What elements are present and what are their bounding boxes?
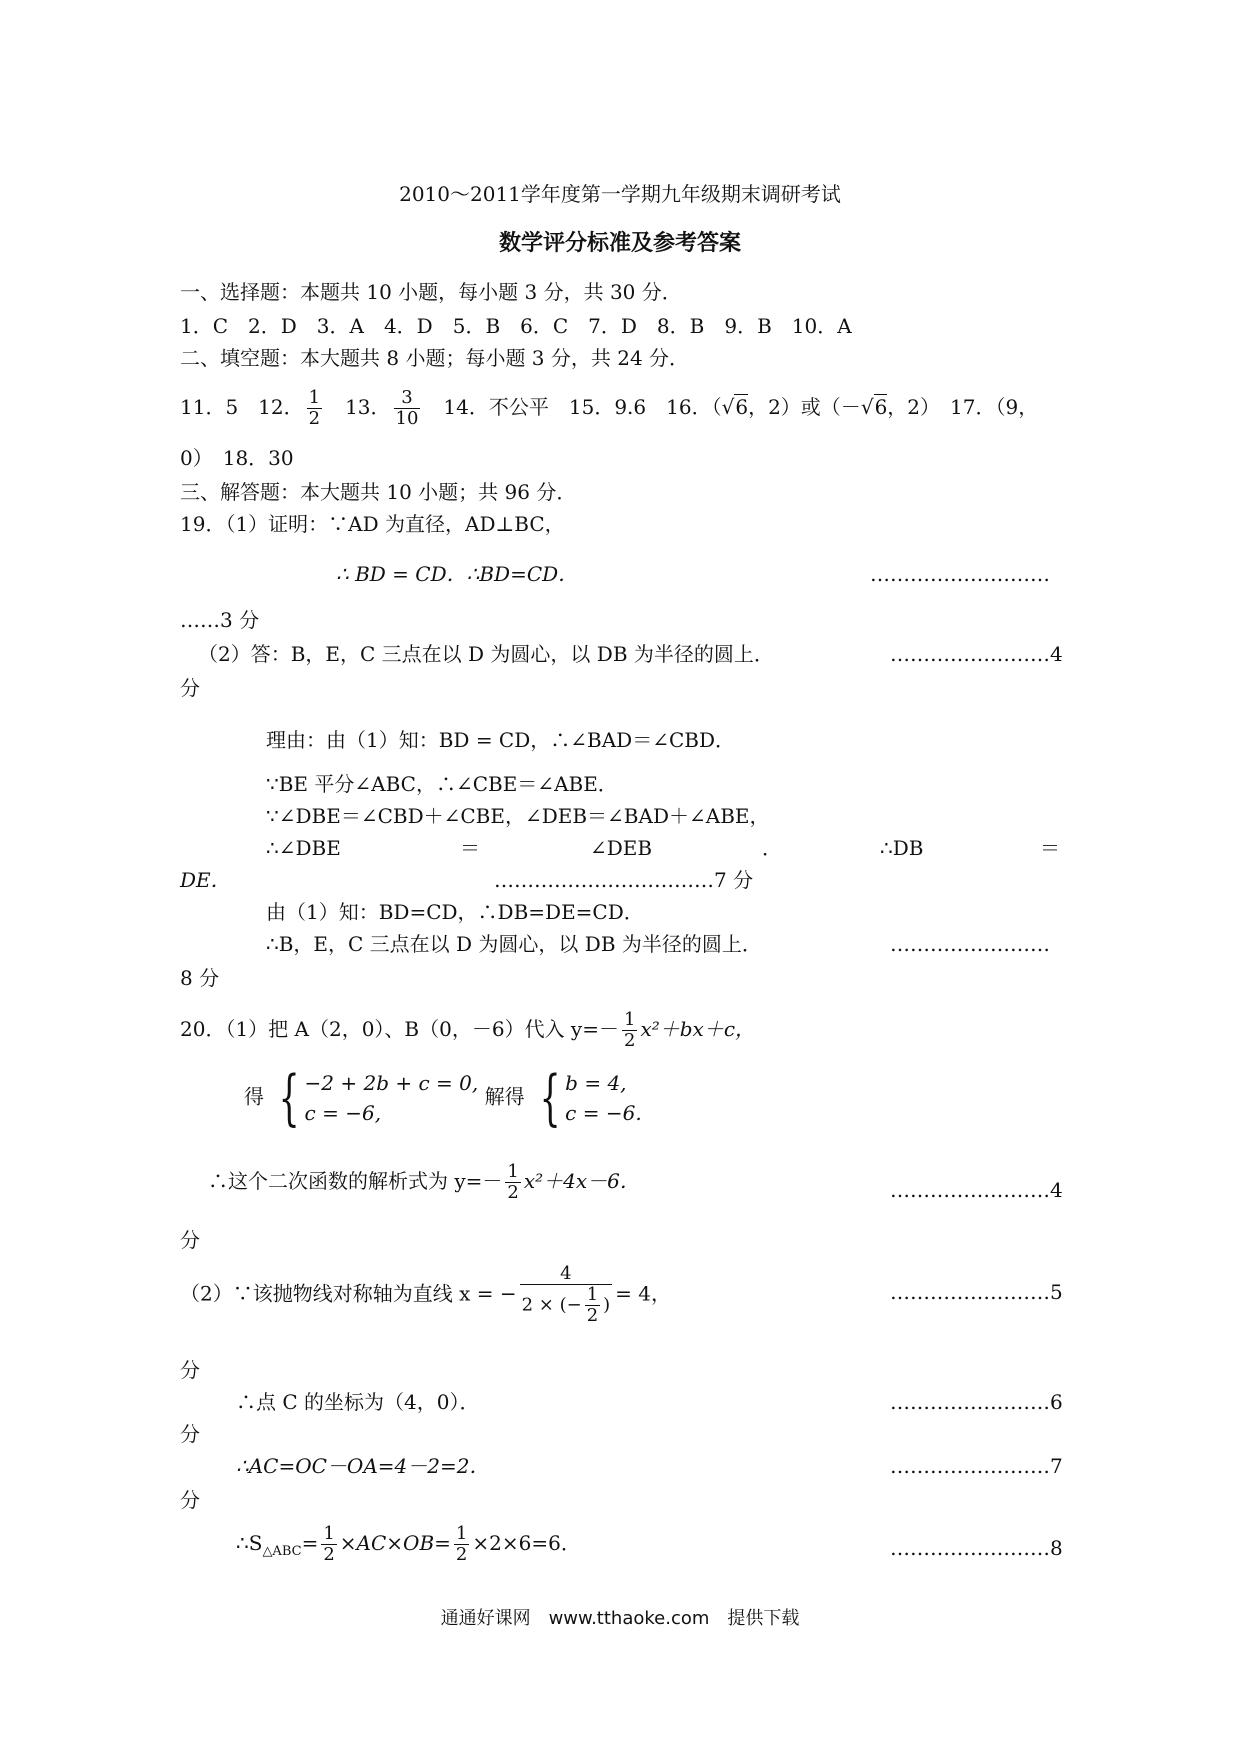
q20-solve-label: 解得 <box>484 1084 525 1109</box>
answer-11-12: 11．5 12． <box>180 395 304 419</box>
q19-line-9a: ∴∠DBE <box>266 836 341 860</box>
answer-13: 13． <box>325 395 391 419</box>
section-2-answers <box>180 388 1038 429</box>
answer-14-16: 14．不公平 15．9.6 16．（ <box>423 395 722 419</box>
q19-score-3: ……3 分 <box>180 608 260 632</box>
fraction: 4 2 × (− $\frac{1}{2}$ ) <box>521 1263 611 1326</box>
q20-score-unit: 分 <box>180 1358 200 1382</box>
q20-line-9: ∴AC=OC－OA=4－2=2． <box>236 1454 490 1478</box>
q20-score-unit: 分 <box>180 1228 200 1252</box>
section-1-answers: 1．C 2．D 3．A 4．D 5．B 6．C 7．D 8．B 9．B 10．A <box>180 314 852 338</box>
sqrt-symbol: √ <box>860 395 874 419</box>
q20-score-unit: 分 <box>180 1422 200 1446</box>
q20-text: 20．（1）把 A（2，0）、B（0，－6）代入 y=－ <box>180 1017 619 1041</box>
section-1-heading: 一、选择题：本题共 10 小题，每小题 3 分，共 30 分． <box>180 280 682 304</box>
q20-text: ×AC×OB= <box>339 1531 451 1555</box>
fraction: $\frac{3}{10}$ <box>395 387 419 429</box>
answer-16-17: ，2） 17．（9， <box>887 395 1039 419</box>
q19-reason: 理由：由（1）知：BD = CD，∴∠BAD＝∠CBD． <box>266 728 735 752</box>
q19-line-9f: ＝ <box>1040 836 1060 860</box>
q19-line-9b: ＝ <box>460 836 480 860</box>
section-2-heading: 二、填空题：本大题共 8 小题；每小题 3 分，共 24 分． <box>180 346 690 370</box>
fraction: $\frac{1}{2}$ <box>623 1009 636 1051</box>
q20-subscript: △ABC <box>262 1544 302 1559</box>
q19-line-1: 19．（1）证明：∵AD 为直径，AD⊥BC， <box>180 512 565 536</box>
equation-system: { −2 + 2b + c = 0, c = −6, <box>278 1063 479 1133</box>
q20-line-7: ∴点 C 的坐标为（4，0）． <box>236 1390 480 1414</box>
radicand: 6 <box>735 395 749 419</box>
q20-text: x²＋4x－6． <box>523 1169 640 1193</box>
q20-text: ×2×6=6． <box>472 1531 581 1555</box>
q20-text: = <box>301 1531 319 1555</box>
q19-line-9d: ． <box>762 836 782 860</box>
q20-text: ∴S <box>236 1531 263 1555</box>
equation-system: { b = 4, c = −6. <box>539 1063 642 1133</box>
q19-dots: ……………………4 <box>890 642 1063 666</box>
q20-dots: ……………………8 <box>890 1536 1063 1560</box>
q20-line-1 <box>180 1010 755 1051</box>
q19-score-7: ……………………………7 分 <box>494 868 754 892</box>
q20-score-unit: 分 <box>180 1488 200 1512</box>
fraction: $\frac{1}{2}$ <box>323 1523 335 1565</box>
q20-line-5 <box>180 1264 671 1326</box>
q19-line-9c: ∠DEB <box>590 836 653 860</box>
q19-part2: （2）答：B，E，C 三点在以 D 为圆心，以 DB 为半径的圆上． <box>198 642 774 666</box>
q20-dots: ……………………6 <box>890 1390 1063 1414</box>
q19-line-10a: DE． <box>180 868 231 892</box>
q19-line-11: 由（1）知：BD=CD，∴DB=DE=CD． <box>266 900 644 924</box>
q19-dots: …………………… <box>890 932 1050 956</box>
radicand: 6 <box>874 395 888 419</box>
answer-16-mid: ，2）或（－ <box>748 395 861 419</box>
fraction: $\frac{1}{2}$ <box>507 1161 519 1203</box>
q20-dots: ……………………4 <box>890 1178 1063 1202</box>
q19-line-8: ∵∠DBE＝∠CBD＋∠CBE，∠DEB＝∠BAD＋∠ABE， <box>266 804 770 828</box>
q20-line-11 <box>236 1524 581 1566</box>
q20-text: = 4， <box>615 1281 672 1306</box>
section-3-heading: 三、解答题：本大题共 10 小题；共 96 分． <box>180 480 577 504</box>
fraction: $\frac{1}{2}$ <box>308 387 321 429</box>
q20-line-3 <box>208 1162 640 1203</box>
q19-line-9e: ∴DB <box>880 836 924 860</box>
sqrt-symbol: √ <box>721 395 735 419</box>
q19-line-2: ∴ BD = CD．∴BD=CD． <box>336 562 579 586</box>
q19-dots: ……………………… <box>870 562 1050 586</box>
doc-subtitle: 数学评分标准及参考答案 <box>498 231 741 256</box>
q19-score-unit: 分 <box>180 676 200 700</box>
fraction: $\frac{1}{2}$ <box>455 1523 468 1565</box>
q20-dots: ……………………5 <box>890 1280 1063 1304</box>
q20-text: （2）∵该抛物线对称轴为直线 x = − <box>180 1281 517 1306</box>
q20-get-label: 得 <box>244 1084 264 1109</box>
q20-systems <box>244 1063 642 1133</box>
q19-score-8: 8 分 <box>180 966 220 990</box>
section-2-answers-cont: 0） 18．30 <box>180 446 294 470</box>
q20-text: x²＋bx＋c， <box>640 1017 756 1041</box>
q19-line-12: ∴B，E，C 三点在以 D 为圆心，以 DB 为半径的圆上． <box>266 932 762 956</box>
page-footer: 通通好课网 www.tthaoke.com 提供下载 <box>440 1608 800 1629</box>
doc-title: 2010～2011学年度第一学期九年级期末调研考试 <box>399 182 841 206</box>
q19-line-7: ∵BE 平分∠ABC，∴∠CBE＝∠ABE． <box>266 772 618 796</box>
q20-dots: ……………………7 <box>890 1454 1063 1478</box>
q20-text: ∴这个二次函数的解析式为 y=－ <box>208 1169 503 1193</box>
